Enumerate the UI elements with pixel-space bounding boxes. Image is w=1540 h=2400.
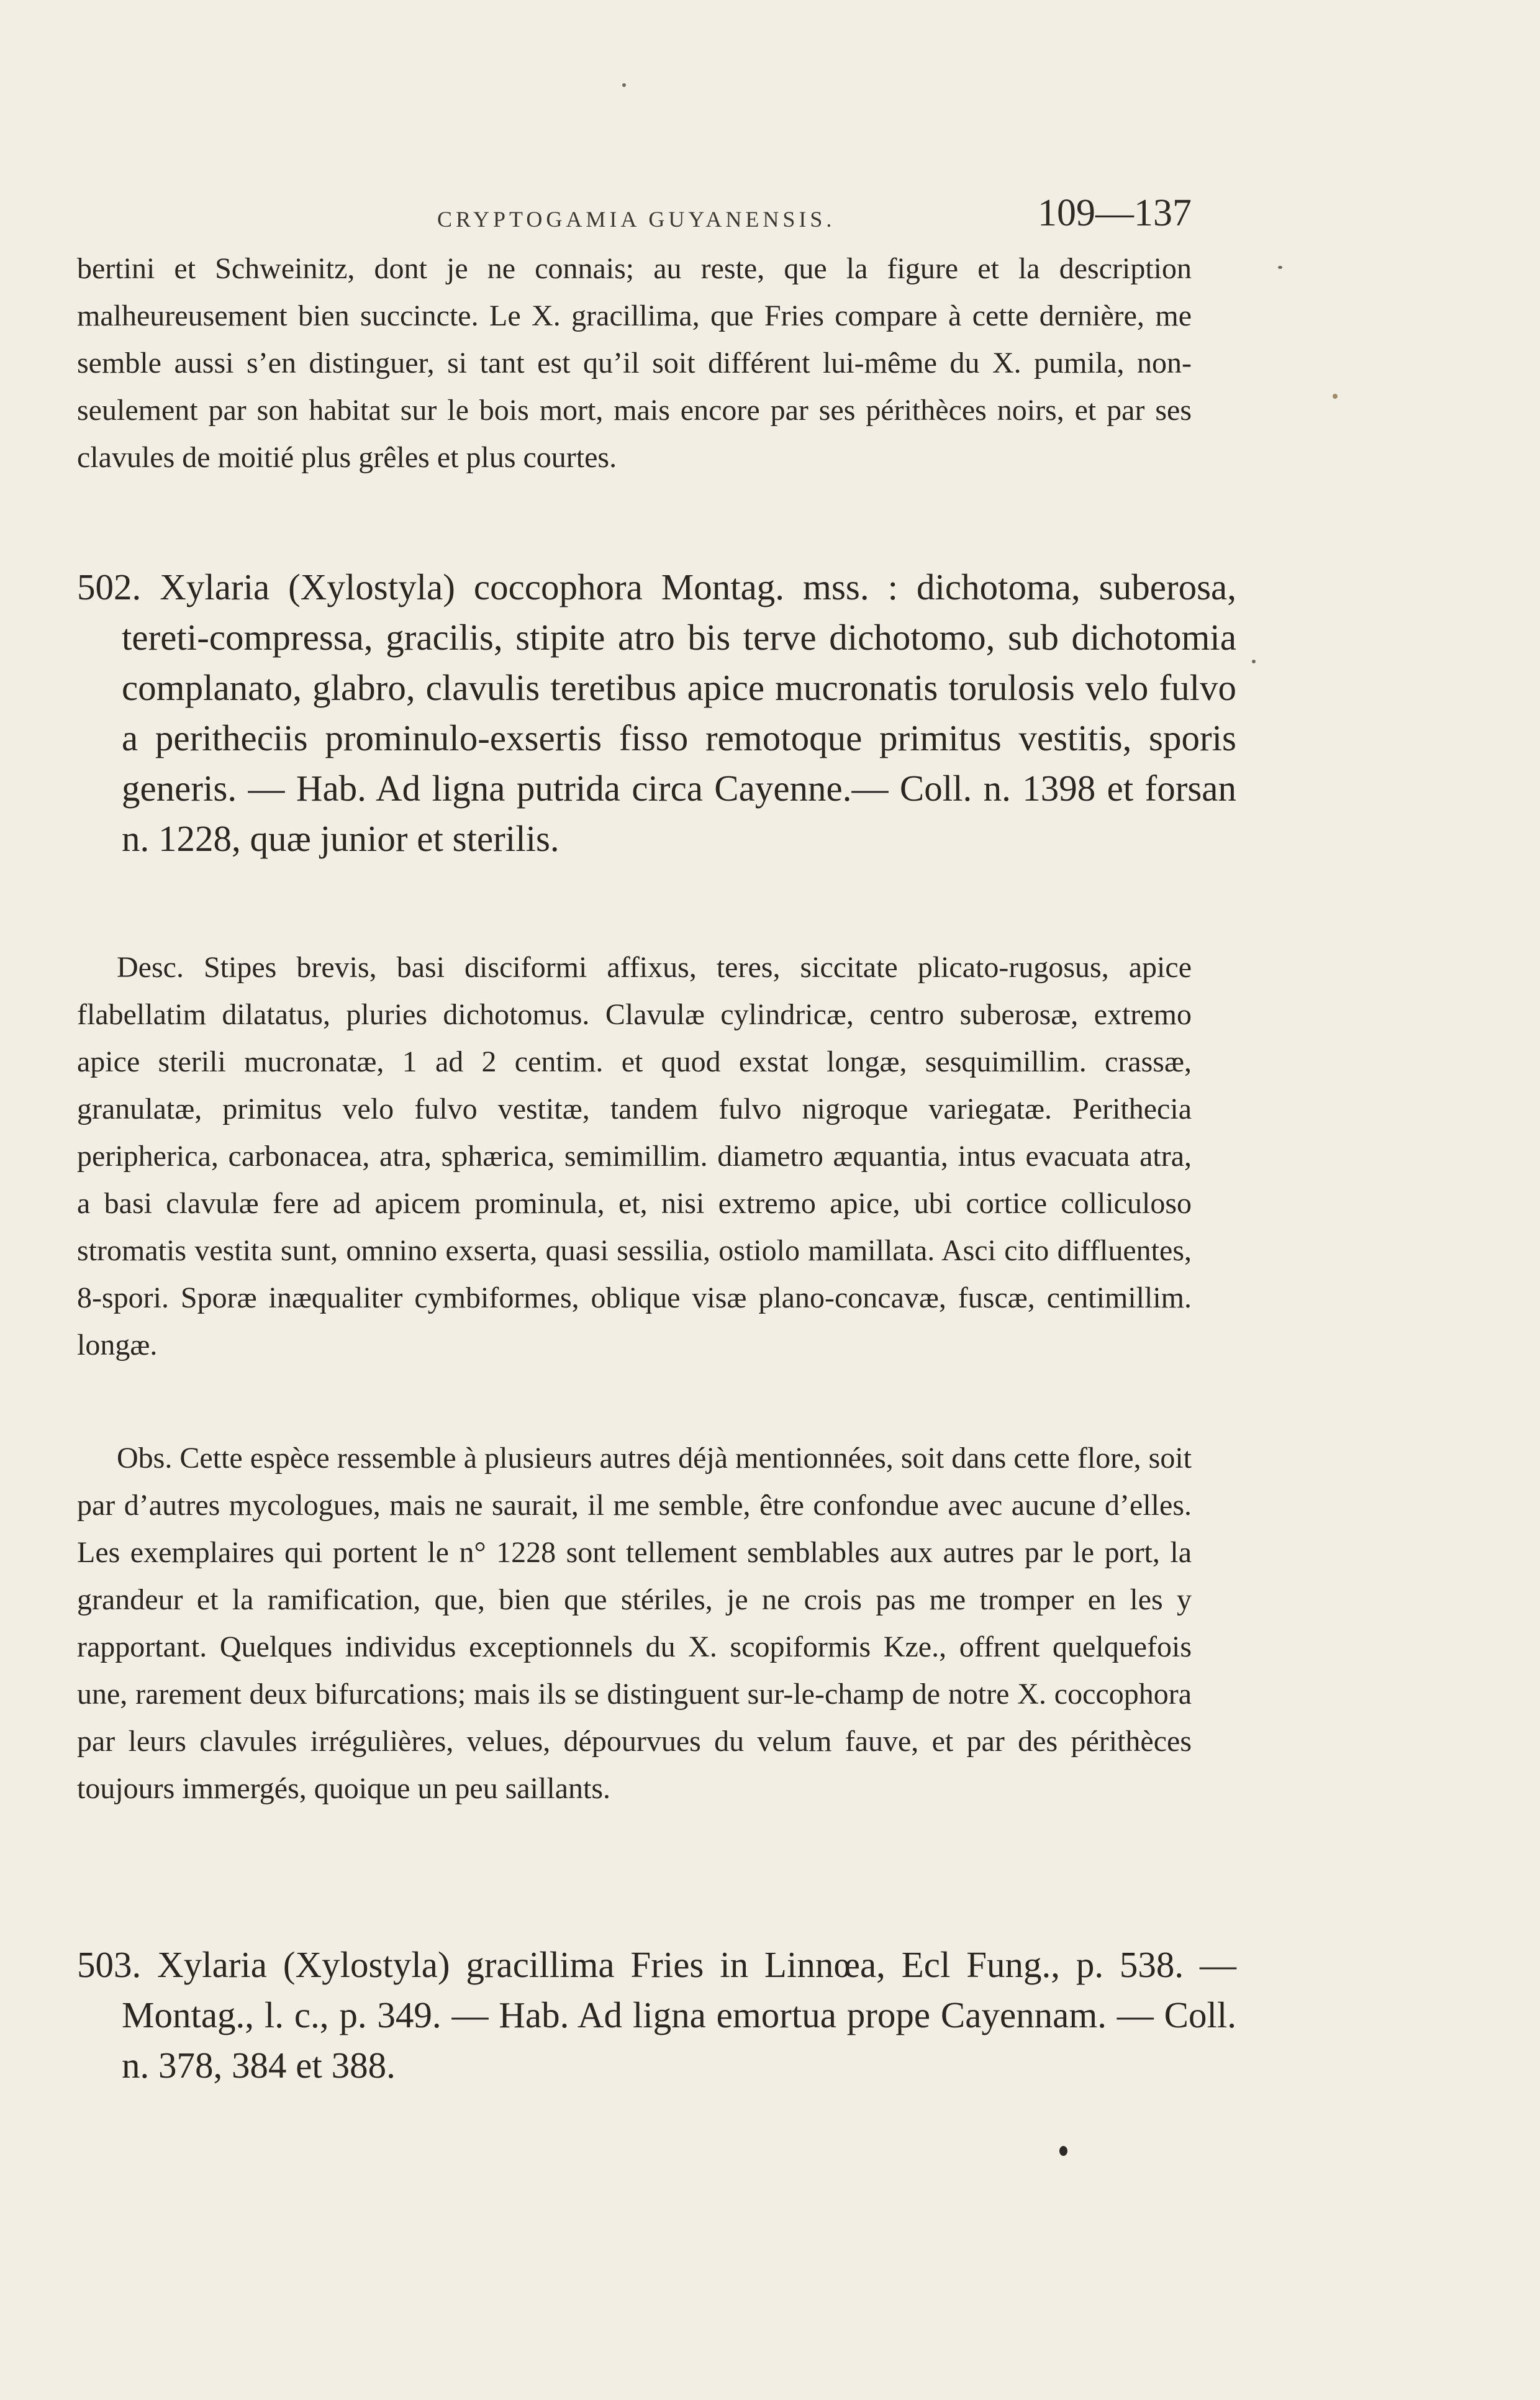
species-entry-503: 503. Xylaria (Xylostyla) gracillima Fries in Linnœa, Ecl Fung., p. 538. — Montag., l. c., p. 349. — Hab. Ad ligna emortua prope Cayennam. — Coll. n. 378, 384 et 388. — [77, 1944, 1236, 2086]
description-paragraph: Desc. Stipes brevis, basi disciformi affixus, teres, siccitate plicato-rugosus, apice flabellatim dilatatus, pluries dichotomus. Clavulæ cylindricæ, centro suberosæ, extremo apice sterili mucronatæ, 1 ad 2 centim. et quod exstat longæ, sesquimillim. crassæ, granulatæ, primitus velo fulvo vestitæ, tandem fulvo nigroque variegatæ. Perithecia peripherica, carbonacea, atra, sphærica, semimillim. diametro æquantia, intus evacuata atra, a basi clavulæ fere ad apicem prominula, et, nisi extremo apice, ubi cortice colliculoso stromatis vestita sunt, omnino exserta, quasi sessilia, ostiolo mamillata. Asci cito diffluentes, 8-spori. Sporæ inæqualiter cymbiformes, oblique visæ plano-concavæ, fuscæ, centimillim. longæ. — [77, 951, 1192, 1361]
ink-dot — [1059, 2146, 1067, 2156]
page-range: 109—137 — [1038, 192, 1192, 234]
intro-paragraph: bertini et Schweinitz, dont je ne connais; au reste, que la figure et la description malheureusement bien succincte. Le X. gracillima, que Fries compare à cette dernière, me semble aussi s’en distinguer, si tant est qu’il soit différent lui-même du X. pumila, non-seulement par son habitat sur le bois mort, mais encore par ses périthèces noirs, et par ses clavules de moitié plus grêles et plus courtes. — [77, 252, 1192, 474]
species-entry-502: 502. Xylaria (Xylostyla) coccophora Montag. mss. : dichotoma, suberosa, tereti-compressa, gracilis, stipite atro bis terve dichotomo, sub dichotomia complanato, glabro, clavulis teretibus apice mucronatis torulosis velo fulvo a peritheciis prominulo-exsertis fisso remotoque primitus vestitis, sporis generis. — Hab. Ad ligna putrida circa Cayenne.— Coll. n. 1398 et forsan n. 1228, quæ junior et sterilis. — [77, 566, 1236, 859]
running-title: CRYPTOGAMIA GUYANENSIS. — [437, 207, 836, 232]
running-header — [77, 191, 1192, 241]
observation-paragraph: Obs. Cette espèce ressemble à plusieurs autres déjà mentionnées, soit dans cette flore, soit par d’autres mycologues, mais ne saurait, il me semble, être confondue avec aucune d’elles. Les exemplaires qui portent le n° 1228 sont tellement semblables aux autres par le port, la grandeur et la ramification, que, bien que stériles, je ne crois pas me tromper en les y rapportant. Quelques individus exceptionnels du X. scopiformis Kze., offrent quelquefois une, rarement deux bifurcations; mais ils se distinguent sur-le-champ de notre X. coccophora par leurs clavules irrégulières, velues, dépourvues du velum fauve, et par des périthèces toujours immergés, quoique un peu saillants. — [77, 1442, 1192, 1805]
paper-speck — [1278, 266, 1282, 269]
paper-speck — [1333, 394, 1338, 399]
paper-speck — [1252, 660, 1256, 663]
paper-speck — [622, 83, 626, 87]
